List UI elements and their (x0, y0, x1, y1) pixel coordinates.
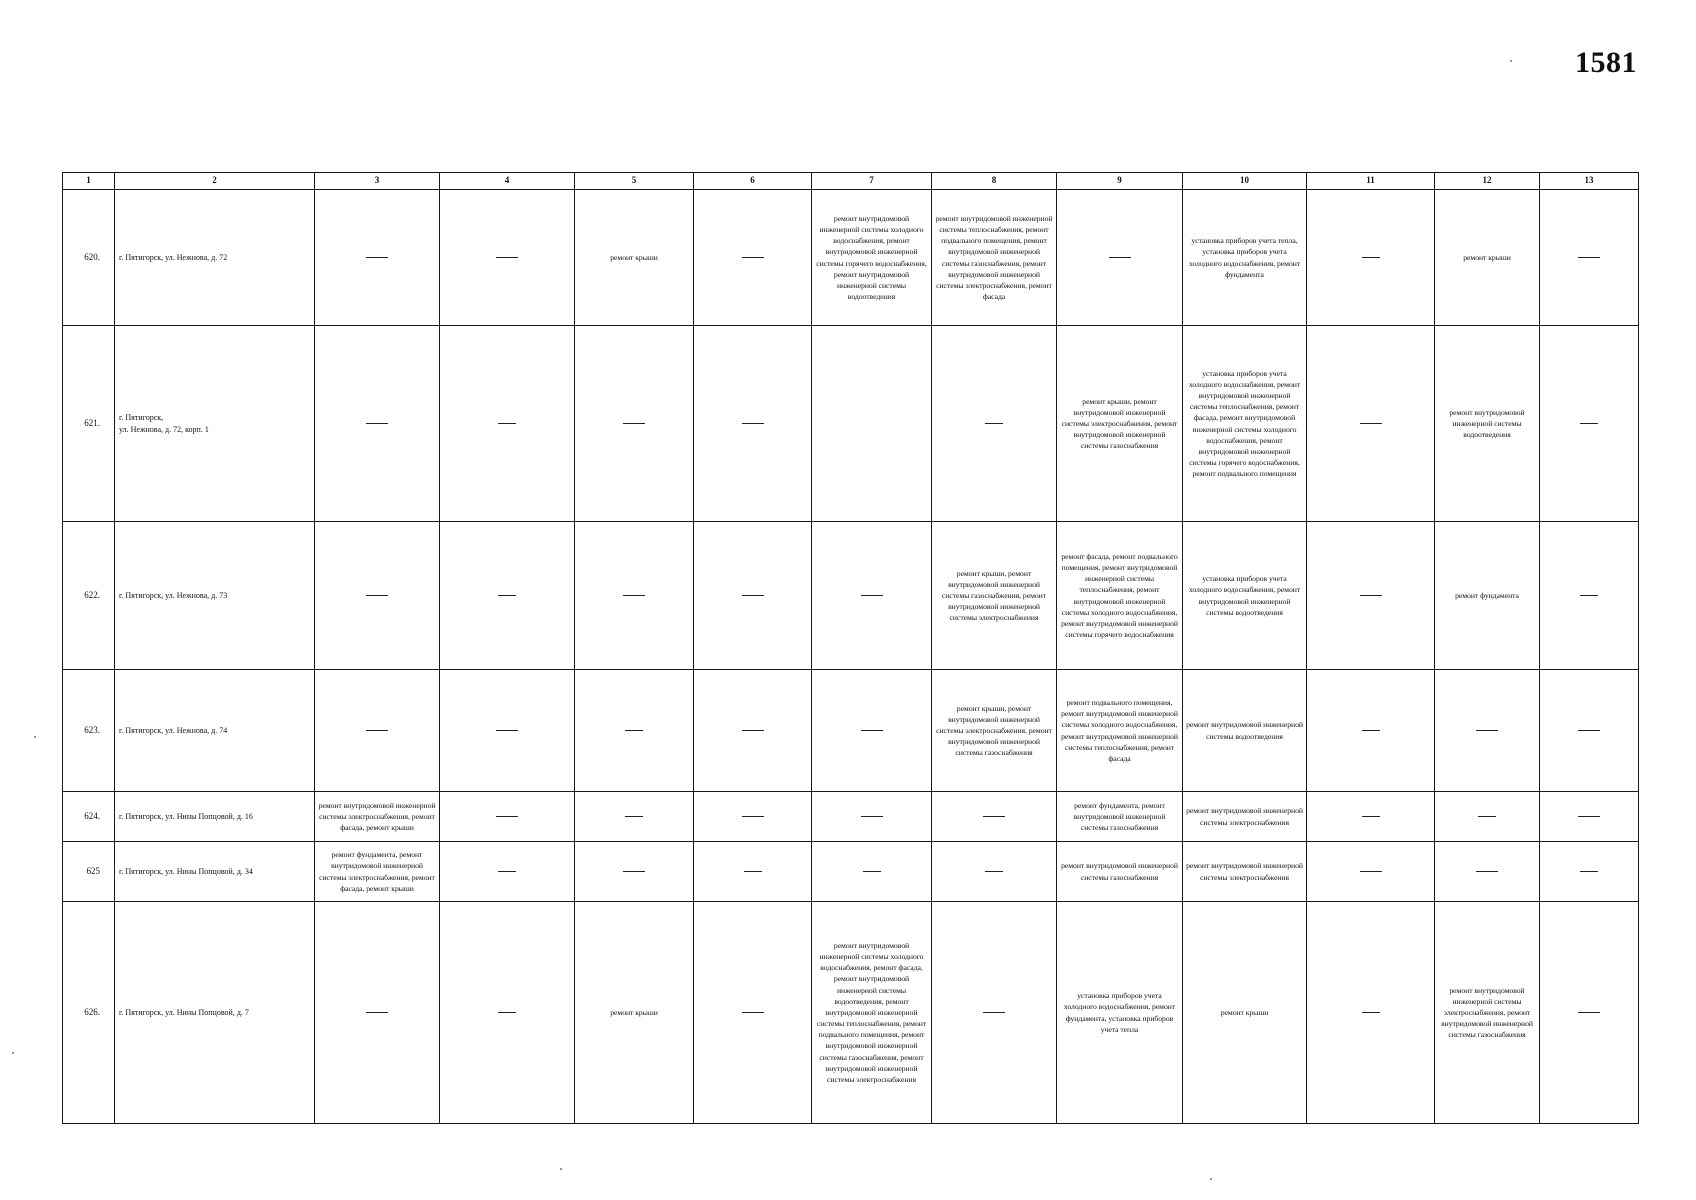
row-number: 624. (63, 792, 115, 842)
row-number: 623. (63, 670, 115, 792)
empty-dash (366, 730, 388, 731)
empty-dash (861, 816, 883, 817)
empty-dash (366, 1012, 388, 1013)
empty-dash (498, 423, 516, 424)
cell-c3: ремонт фундамента, ремонт внутридомовой инженерной системы электроснабжения, ремонт фасада, ремонт крыши (315, 842, 440, 902)
empty-dash (1580, 595, 1598, 596)
empty-dash (366, 257, 388, 258)
empty-dash (496, 730, 518, 731)
row-number: 626. (63, 902, 115, 1124)
cell-c13 (1540, 792, 1639, 842)
cell-c4 (440, 670, 575, 792)
row-number: 622. (63, 522, 115, 670)
cell-c13 (1540, 842, 1639, 902)
cell-c9 (1057, 190, 1183, 326)
cell-c10: установка приборов учета холодного водоснабжения, ремонт внутридомовой инженерной системы водоотведения (1183, 522, 1307, 670)
scan-speck (12, 1052, 14, 1054)
empty-dash (742, 595, 764, 596)
empty-dash (1580, 871, 1598, 872)
empty-dash (1578, 1012, 1600, 1013)
empty-dash (1362, 730, 1380, 731)
table-row (63, 842, 1639, 902)
cell-c6 (694, 326, 812, 522)
empty-dash (1360, 871, 1382, 872)
row-address: г. Пятигорск, ул. Нины Попцовой, д. 16 (115, 792, 315, 842)
row-address: г. Пятигорск, ул. Нежнова, д. 73 (115, 522, 315, 670)
cell-c12: ремонт фундамента (1435, 522, 1540, 670)
empty-dash (1578, 730, 1600, 731)
cell-c3: ремонт внутридомовой инженерной системы электроснабжения, ремонт фасада, ремонт крыши (315, 792, 440, 842)
cell-c10: ремонт внутридомовой инженерной системы электроснабжения (1183, 842, 1307, 902)
empty-dash (742, 730, 764, 731)
cell-c7: ремонт внутридомовой инженерной системы холодного водоснабжения, ремонт внутридомовой инженерной системы горячего водоснабжения, ремонт внутридомовой инженерной системы водоотведения (812, 190, 932, 326)
cell-c8: ремонт внутридомовой инженерной системы теплоснабжения, ремонт подвального помещения, ремонт внутридомовой инженерной системы газоснабжения, ремонт внутридомовой инженерной системы электроснабжения, ремонт фасада (932, 190, 1057, 326)
column-number-12: 12 (1435, 173, 1540, 190)
cell-c8 (932, 326, 1057, 522)
empty-dash (366, 595, 388, 596)
cell-c8: ремонт крыши, ремонт внутридомовой инженерной системы газоснабжения, ремонт внутридомовой инженерной системы электроснабжения (932, 522, 1057, 670)
cell-c9: ремонт фундамента, ремонт внутридомовой инженерной системы газоснабжения (1057, 792, 1183, 842)
page-number: 1581 (1575, 46, 1637, 79)
cell-c5 (575, 670, 694, 792)
cell-c7 (812, 670, 932, 792)
cell-c9: установка приборов учета холодного водоснабжения, ремонт фундамента, установка приборов учета тепла (1057, 902, 1183, 1124)
cell-c7 (812, 792, 932, 842)
empty-dash (498, 871, 516, 872)
empty-dash (742, 257, 764, 258)
empty-dash (985, 871, 1003, 872)
cell-c6 (694, 792, 812, 842)
cell-c8 (932, 902, 1057, 1124)
cell-c12 (1435, 670, 1540, 792)
table-row (63, 522, 1639, 670)
cell-c5 (575, 792, 694, 842)
empty-dash (1360, 423, 1382, 424)
cell-c4 (440, 842, 575, 902)
empty-dash (742, 423, 764, 424)
column-number-4: 4 (440, 173, 575, 190)
cell-c4 (440, 902, 575, 1124)
cell-c13 (1540, 326, 1639, 522)
empty-dash (1476, 730, 1498, 731)
cell-c7: ремонт внутридомовой инженерной системы холодного водоснабжения, ремонт фасада, ремонт внутридомовой инженерной системы водоотведения, ремонт внутридомовой инженерной системы теплоснабжения, ремонт подвального помещения, ремонт внутридомовой инженерной системы газоснабжения, ремонт внутридомовой инженерной системы электроснабжения (812, 902, 932, 1124)
cell-c6 (694, 190, 812, 326)
empty-dash (1476, 871, 1498, 872)
empty-dash (366, 423, 388, 424)
cell-c12 (1435, 842, 1540, 902)
table-row (63, 670, 1639, 792)
empty-dash (983, 1012, 1005, 1013)
empty-dash (1478, 816, 1496, 817)
table-row (63, 326, 1639, 522)
cell-c4 (440, 190, 575, 326)
cell-c3 (315, 902, 440, 1124)
empty-dash (496, 816, 518, 817)
scan-speck (34, 736, 36, 738)
cell-c11 (1307, 190, 1435, 326)
cell-c7 (812, 522, 932, 670)
column-number-8: 8 (932, 173, 1057, 190)
table-header-row (63, 173, 1639, 190)
empty-dash (625, 816, 643, 817)
row-address: г. Пятигорск, ул. Нины Попцовой, д. 7 (115, 902, 315, 1124)
table-row (63, 902, 1639, 1124)
cell-c9: ремонт крыши, ремонт внутридомовой инженерной системы электроснабжения, ремонт внутридомовой инженерной системы газоснабжения (1057, 326, 1183, 522)
cell-c11 (1307, 326, 1435, 522)
cell-c13 (1540, 902, 1639, 1124)
row-number: 621. (63, 326, 115, 522)
cell-c10: ремонт внутридомовой инженерной системы водоотведения (1183, 670, 1307, 792)
cell-c11 (1307, 522, 1435, 670)
scan-speck (1210, 1178, 1212, 1180)
cell-c5 (575, 326, 694, 522)
cell-c8 (932, 842, 1057, 902)
empty-dash (861, 730, 883, 731)
empty-dash (1362, 816, 1380, 817)
column-number-7: 7 (812, 173, 932, 190)
scan-speck (560, 1168, 562, 1170)
empty-dash (625, 730, 643, 731)
table-row (63, 190, 1639, 326)
empty-dash (983, 816, 1005, 817)
empty-dash (985, 423, 1003, 424)
cell-c11 (1307, 670, 1435, 792)
cell-c12: ремонт внутридомовой инженерной системы водоотведения (1435, 326, 1540, 522)
cell-c12 (1435, 792, 1540, 842)
cell-c3 (315, 522, 440, 670)
cell-c13 (1540, 190, 1639, 326)
cell-c9: ремонт подвального помещения, ремонт внутридомовой инженерной системы холодного водоснабжения, ремонт внутридомовой инженерной системы теплоснабжения, ремонт фасада (1057, 670, 1183, 792)
empty-dash (498, 595, 516, 596)
scan-speck (1510, 60, 1512, 62)
cell-c12: ремонт крыши (1435, 190, 1540, 326)
empty-dash (744, 871, 762, 872)
cell-c12: ремонт внутридомовой инженерной системы электроснабжения, ремонт внутридомовой инженерной системы газоснабжения (1435, 902, 1540, 1124)
column-number-9: 9 (1057, 173, 1183, 190)
empty-dash (1578, 257, 1600, 258)
cell-c4 (440, 792, 575, 842)
repair-schedule-table (62, 172, 1639, 1124)
empty-dash (742, 1012, 764, 1013)
cell-c13 (1540, 522, 1639, 670)
cell-c10: установка приборов учета холодного водоснабжения, ремонт внутридомовой инженерной системы теплоснабжения, ремонт фасада, ремонт внутридомовой инженерной системы холодного водоснабжения, ремонт внутридомовой инженерной системы горячего водоснабжения, ремонт подвального помещения (1183, 326, 1307, 522)
cell-c5 (575, 842, 694, 902)
cell-c13 (1540, 670, 1639, 792)
row-address (115, 326, 315, 522)
empty-dash (863, 871, 881, 872)
column-number-5: 5 (575, 173, 694, 190)
empty-dash (742, 816, 764, 817)
cell-c6 (694, 522, 812, 670)
empty-dash (498, 1012, 516, 1013)
cell-c5: ремонт крыши (575, 902, 694, 1124)
empty-dash (1578, 816, 1600, 817)
cell-c3 (315, 670, 440, 792)
row-address: г. Пятигорск, ул. Нины Попцовой, д. 34 (115, 842, 315, 902)
cell-c4 (440, 326, 575, 522)
empty-dash (623, 423, 645, 424)
row-number: 620. (63, 190, 115, 326)
column-number-2: 2 (115, 173, 315, 190)
empty-dash (1362, 257, 1380, 258)
column-number-13: 13 (1540, 173, 1639, 190)
cell-c10: ремонт внутридомовой инженерной системы электроснабжения (1183, 792, 1307, 842)
cell-c7 (812, 842, 932, 902)
empty-dash (861, 595, 883, 596)
column-number-3: 3 (315, 173, 440, 190)
empty-dash (496, 257, 518, 258)
empty-dash (1360, 595, 1382, 596)
cell-c8: ремонт крыши, ремонт внутридомовой инженерной системы электроснабжения, ремонт внутридомовой инженерной системы газоснабжения (932, 670, 1057, 792)
cell-c6 (694, 902, 812, 1124)
cell-c9: ремонт внутридомовой инженерной системы газоснабжения (1057, 842, 1183, 902)
row-address-line-2: ул. Нежнова, д. 72, корп. 1 (119, 424, 209, 434)
empty-dash (1362, 1012, 1380, 1013)
table-row (63, 792, 1639, 842)
column-number-6: 6 (694, 173, 812, 190)
cell-c9: ремонт фасада, ремонт подвального помещения, ремонт внутридомовой инженерной системы теплоснабжения, ремонт внутридомовой инженерной системы холодного водоснабжения, ремонт внутридомовой инженерной системы горячего водоснабжения (1057, 522, 1183, 670)
cell-c8 (932, 792, 1057, 842)
cell-c10: ремонт крыши (1183, 902, 1307, 1124)
cell-c7 (812, 326, 932, 522)
cell-c3 (315, 326, 440, 522)
cell-c5: ремонт крыши (575, 190, 694, 326)
empty-dash (1109, 257, 1131, 258)
empty-dash (1580, 423, 1598, 424)
row-number: 625 (63, 842, 115, 902)
cell-c6 (694, 670, 812, 792)
column-number-11: 11 (1307, 173, 1435, 190)
cell-c6 (694, 842, 812, 902)
row-address-line-1: г. Пятигорск, (119, 412, 164, 422)
cell-c11 (1307, 902, 1435, 1124)
cell-c3 (315, 190, 440, 326)
column-number-1: 1 (63, 173, 115, 190)
cell-c11 (1307, 792, 1435, 842)
cell-c10: установка приборов учета тепла, установка приборов учета холодного водоснабжения, ремонт фундамента (1183, 190, 1307, 326)
row-address: г. Пятигорск, ул. Нежнова, д. 72 (115, 190, 315, 326)
column-number-10: 10 (1183, 173, 1307, 190)
cell-c11 (1307, 842, 1435, 902)
empty-dash (623, 871, 645, 872)
row-address: г. Пятигорск, ул. Нежнова, д. 74 (115, 670, 315, 792)
empty-dash (623, 595, 645, 596)
cell-c5 (575, 522, 694, 670)
cell-c4 (440, 522, 575, 670)
